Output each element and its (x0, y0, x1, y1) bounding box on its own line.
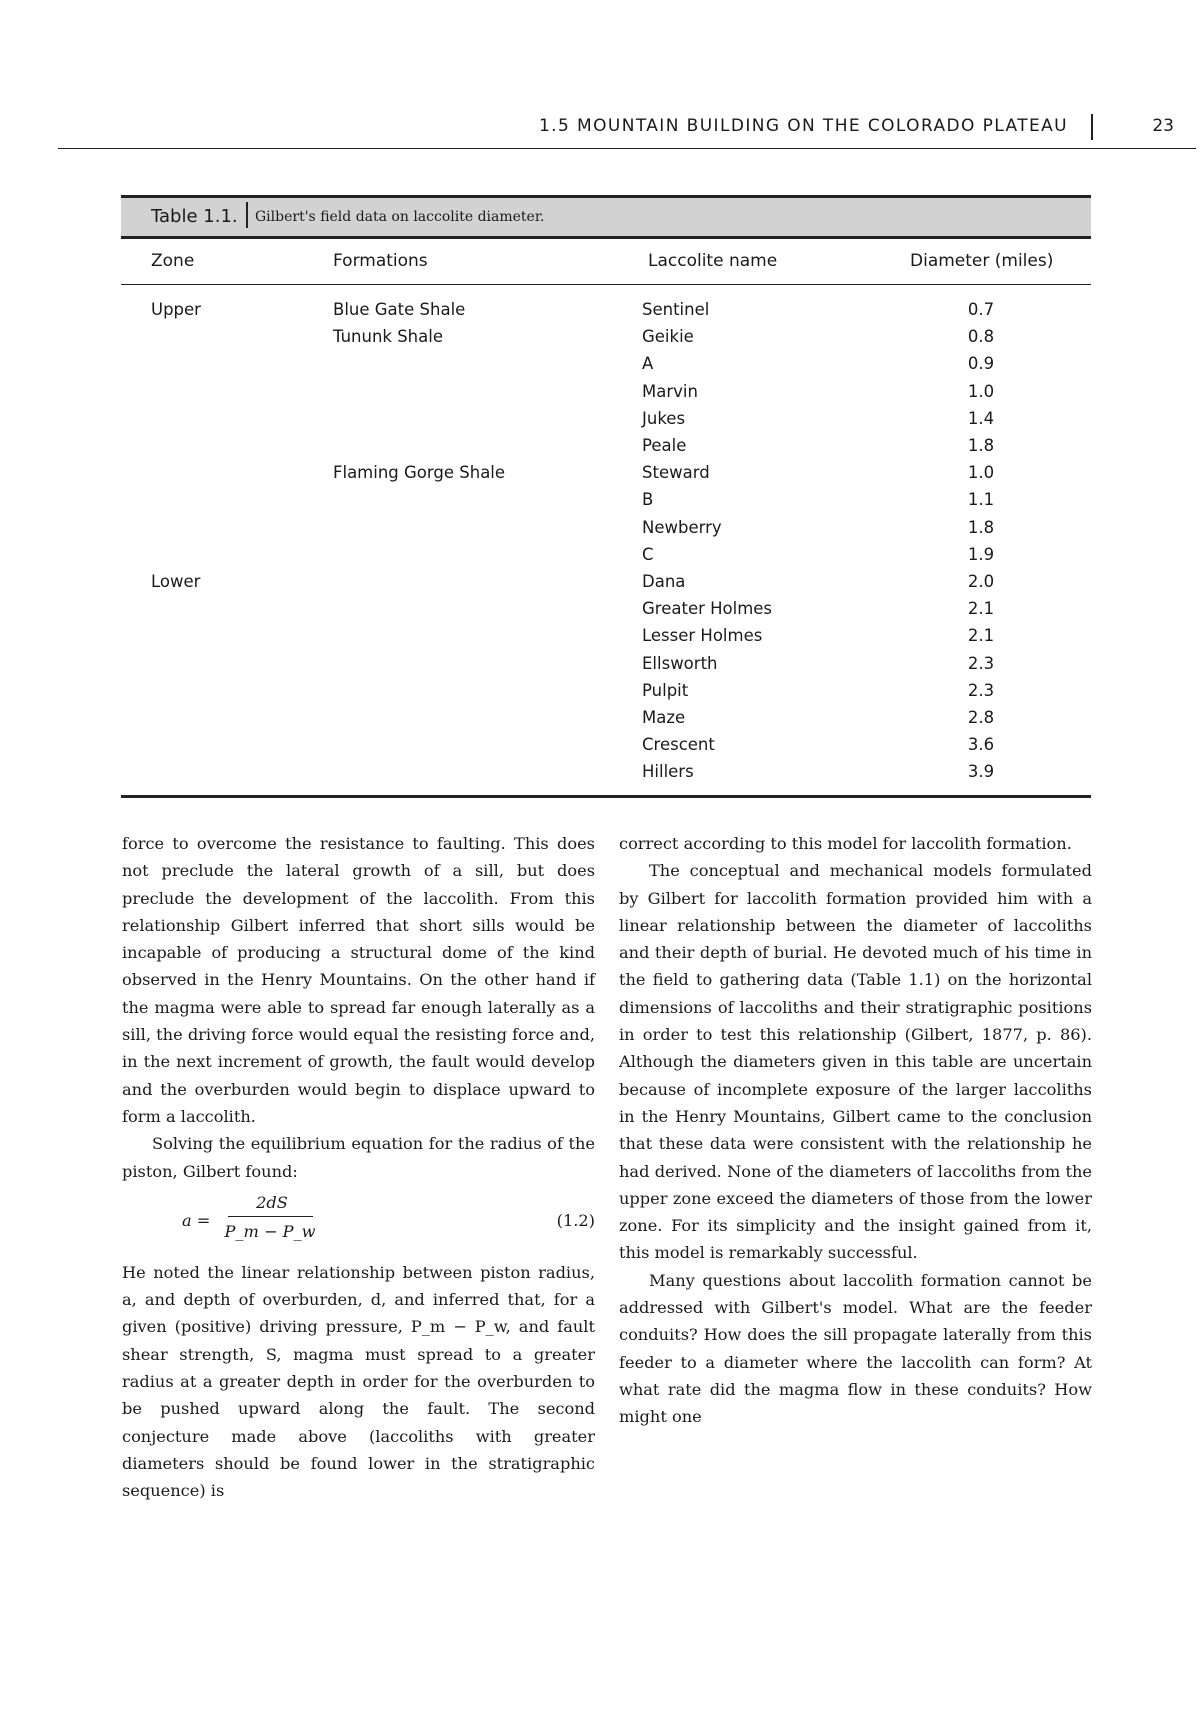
cell-diameter: 0.9 (967, 354, 995, 374)
cell-laccolite-name: B (642, 490, 654, 510)
equation-1-2 (122, 1189, 595, 1249)
cell-diameter: 2.3 (967, 680, 995, 700)
table-row (121, 626, 1091, 653)
cell-laccolite-name: Crescent (642, 735, 715, 755)
cell-laccolite-name: Sentinel (642, 300, 710, 319)
cell-diameter: 3.6 (967, 735, 995, 755)
cell-laccolite-name: Peale (642, 436, 687, 455)
table-row (121, 409, 1091, 436)
running-head-title: 1.5 MOUNTAIN BUILDING ON THE COLORADO PLATEAU (538, 116, 1068, 136)
equation-lhs: a = (182, 1210, 211, 1230)
table-row (121, 518, 1091, 545)
cell-laccolite-name: Jukes (642, 408, 686, 428)
cell-laccolite-name: Pulpit (642, 680, 689, 700)
cell-diameter: 1.1 (967, 490, 995, 510)
cell-diameter: 3.9 (967, 762, 995, 782)
table-row (121, 762, 1091, 789)
text-column-left (122, 830, 595, 1505)
cell-laccolite-name: Lesser Holmes (642, 626, 763, 646)
table-row (121, 436, 1091, 463)
caption-separator (246, 202, 248, 228)
table-row (121, 490, 1091, 517)
table-header-row (121, 239, 1091, 285)
cell-diameter: 0.8 (967, 327, 995, 347)
table-caption-bar (121, 195, 1091, 239)
paragraph: correct according to this model for laccolith formation. (619, 834, 1072, 853)
cell-diameter: 2.8 (967, 708, 995, 727)
cell-laccolite-name: Ellsworth (642, 653, 718, 673)
table-row (121, 654, 1091, 681)
table-body (121, 285, 1091, 798)
cell-diameter: 2.0 (967, 572, 995, 591)
cell-laccolite-name: Hillers (642, 762, 694, 782)
table-caption: Gilbert's field data on laccolite diameter. (255, 209, 545, 225)
cell-diameter: 2.1 (967, 599, 995, 619)
header-zone: Zone (151, 251, 195, 271)
cell-diameter: 1.0 (967, 463, 995, 483)
running-head-separator (1091, 114, 1093, 140)
paragraph: The conceptual and mechanical models formulated by Gilbert for laccolith formation provided him with a linear relationship between the diameter of laccoliths and their depth of burial. He devoted much of his time in the field to gathering data (Table 1.1) on the horizontal dimensions of laccoliths and their stratigraphic positions in order to test this relationship (Gilbert, 1877, p. 86). Although the diameters given in this table are uncertain because of incomplete exposure of the larger laccoliths in the Henry Mountains, Gilbert came to the conclusion that these data were consistent with the relationship he had derived. None of the diameters of laccoliths from the upper zone exceed the diameters of those from the lower zone. For its simplicity and the insight gained from it, this model is remarkably successful. (619, 861, 1092, 1263)
cell-diameter: 2.3 (967, 653, 995, 673)
table-row (121, 599, 1091, 626)
cell-laccolite-name: C (642, 544, 654, 564)
cell-diameter: 1.4 (967, 408, 995, 428)
cell-diameter: 0.7 (967, 300, 995, 319)
table-label: Table 1.1. (151, 206, 238, 227)
cell-diameter: 1.8 (967, 436, 995, 455)
cell-formation: Tununk Shale (333, 327, 443, 347)
fraction-bar (228, 1216, 313, 1217)
cell-laccolite-name: Dana (642, 572, 686, 591)
cell-laccolite-name: Marvin (642, 381, 698, 401)
equation-numerator: 2dS (256, 1192, 288, 1212)
table-row (121, 327, 1091, 354)
table-row (121, 382, 1091, 409)
cell-diameter: 1.0 (967, 381, 995, 401)
text-column-right (619, 830, 1092, 1431)
header-laccolite-name: Laccolite name (648, 251, 778, 271)
cell-zone: Lower (151, 572, 201, 591)
header-formations: Formations (333, 251, 428, 271)
table-row (121, 463, 1091, 490)
cell-formation: Flaming Gorge Shale (333, 463, 506, 483)
cell-diameter: 1.8 (967, 517, 995, 537)
running-head (58, 112, 1196, 149)
cell-diameter: 1.9 (967, 544, 995, 564)
table-row (121, 735, 1091, 762)
cell-formation: Blue Gate Shale (333, 300, 466, 319)
cell-laccolite-name: Greater Holmes (642, 599, 773, 619)
table-row (121, 708, 1091, 735)
cell-diameter: 2.1 (967, 626, 995, 646)
table-row (121, 300, 1091, 327)
table-row (121, 681, 1091, 708)
page-number: 23 (1152, 116, 1174, 136)
header-diameter: Diameter (miles) (910, 251, 1054, 271)
table-row (121, 545, 1091, 572)
cell-laccolite-name: Steward (642, 463, 710, 483)
cell-laccolite-name: Maze (642, 708, 686, 727)
cell-laccolite-name: Newberry (642, 517, 722, 537)
equation-denominator: P_m − P_w (224, 1221, 316, 1241)
cell-laccolite-name: Geikie (642, 327, 694, 347)
laccolite-table (121, 195, 1091, 798)
paragraph: Solving the equilibrium equation for the radius of the piston, Gilbert found: (122, 1134, 595, 1181)
table-row (121, 354, 1091, 381)
paragraph: Many questions about laccolith formation cannot be addressed with Gilbert's model. What are the feeder conduits? How does the sill propagate laterally from this feeder to a diameter where the laccolith can form? At what rate did the magma flow in these conduits? How might one (619, 1270, 1092, 1427)
equation-number: (1.2) (556, 1210, 595, 1230)
cell-laccolite-name: A (642, 354, 654, 374)
cell-zone: Upper (151, 300, 201, 319)
paragraph: He noted the linear relationship between piston radius, a, and depth of overburden, d, and inferred that, for a given (positive) driving pressure, P_m − P_w, and fault shear strength, S, magma must spread to a greater radius at a greater depth in order for the overburden to be pushed upward along the fault. The second conjecture made above (laccoliths with greater diameters should be found lower in the stratigraphic sequence) is (122, 1262, 595, 1501)
table-row (121, 572, 1091, 599)
paragraph: force to overcome the resistance to faulting. This does not preclude the lateral growth of a sill, but does preclude the development of the laccolith. From this relationship Gilbert inferred that short sills would be incapable of producing a structural dome of the kind observed in the Henry Mountains. On the other hand if the magma were able to spread far enough laterally as a sill, the driving force would equal the resisting force and, in the next increment of growth, the fault would develop and the overburden would begin to displace upward to form a laccolith. (122, 834, 595, 1126)
